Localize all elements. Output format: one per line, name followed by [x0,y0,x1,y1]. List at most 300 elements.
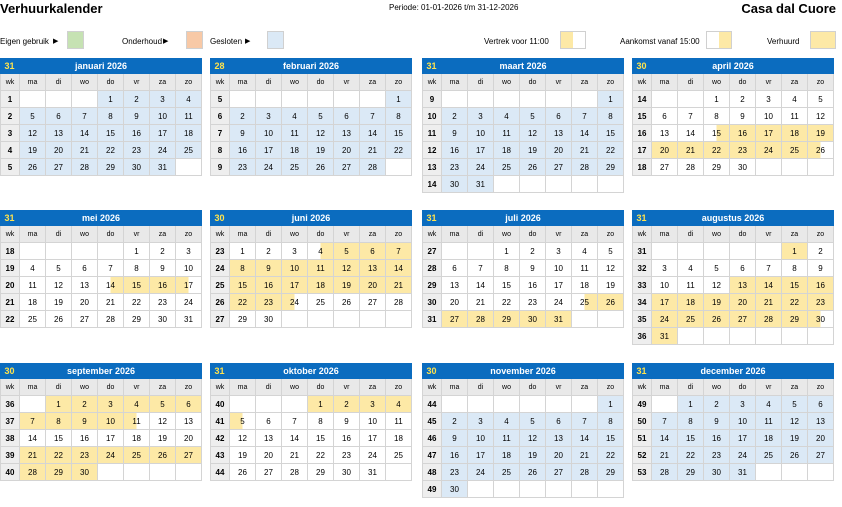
day-cell[interactable]: 10 [652,277,678,294]
day-cell[interactable]: 25 [494,464,520,481]
day-cell[interactable]: 8 [494,260,520,277]
day-cell[interactable]: 10 [150,108,176,125]
day-cell[interactable]: 5 [230,413,256,430]
day-cell[interactable]: 4 [308,243,334,260]
day-cell[interactable]: 23 [124,142,150,159]
day-cell[interactable]: 5 [704,260,730,277]
day-cell[interactable]: 22 [782,294,808,311]
day-cell[interactable]: 3 [468,413,494,430]
day-cell[interactable]: 13 [256,430,282,447]
day-cell[interactable]: 5 [150,396,176,413]
day-cell[interactable]: 19 [334,277,360,294]
day-cell[interactable]: 10 [282,260,308,277]
day-cell[interactable]: 4 [282,108,308,125]
day-cell[interactable]: 24 [546,294,572,311]
day-cell[interactable]: 23 [256,294,282,311]
day-cell[interactable]: 18 [678,294,704,311]
day-cell[interactable]: 17 [256,142,282,159]
day-cell[interactable]: 20 [808,430,834,447]
day-cell[interactable]: 28 [756,311,782,328]
day-cell[interactable]: 20 [442,294,468,311]
day-cell[interactable]: 16 [442,142,468,159]
day-cell[interactable]: 6 [72,260,98,277]
day-cell[interactable]: 11 [386,413,412,430]
day-cell[interactable]: 11 [176,108,202,125]
day-cell[interactable]: 14 [678,125,704,142]
day-cell[interactable]: 22 [230,294,256,311]
day-cell[interactable]: 5 [46,260,72,277]
day-cell[interactable]: 16 [730,125,756,142]
day-cell[interactable]: 3 [756,91,782,108]
day-cell[interactable]: 11 [756,413,782,430]
day-cell[interactable]: 9 [520,260,546,277]
day-cell[interactable]: 11 [124,413,150,430]
day-cell[interactable]: 29 [598,464,624,481]
day-cell[interactable]: 20 [334,142,360,159]
day-cell[interactable]: 8 [598,413,624,430]
day-cell[interactable]: 9 [124,108,150,125]
day-cell[interactable]: 6 [546,108,572,125]
day-cell[interactable]: 27 [730,311,756,328]
day-cell[interactable]: 10 [256,125,282,142]
day-cell[interactable]: 19 [704,294,730,311]
day-cell[interactable]: 1 [494,243,520,260]
day-cell[interactable]: 9 [230,125,256,142]
day-cell[interactable]: 18 [308,277,334,294]
day-cell[interactable]: 28 [678,159,704,176]
day-cell[interactable]: 25 [678,311,704,328]
day-cell[interactable]: 30 [334,464,360,481]
day-cell[interactable]: 27 [546,464,572,481]
day-cell[interactable]: 17 [468,447,494,464]
day-cell[interactable]: 1 [598,91,624,108]
day-cell[interactable]: 30 [124,159,150,176]
day-cell[interactable]: 1 [704,91,730,108]
day-cell[interactable]: 30 [150,311,176,328]
day-cell[interactable]: 4 [176,91,202,108]
day-cell[interactable]: 29 [230,311,256,328]
day-cell[interactable]: 18 [756,430,782,447]
day-cell[interactable]: 16 [72,430,98,447]
day-cell[interactable]: 21 [360,142,386,159]
day-cell[interactable]: 8 [386,108,412,125]
day-cell[interactable]: 20 [546,142,572,159]
day-cell[interactable]: 15 [598,430,624,447]
day-cell[interactable]: 26 [704,311,730,328]
day-cell[interactable]: 14 [20,430,46,447]
day-cell[interactable]: 7 [282,413,308,430]
day-cell[interactable]: 27 [808,447,834,464]
day-cell[interactable]: 13 [546,430,572,447]
day-cell[interactable]: 28 [72,159,98,176]
day-cell[interactable]: 17 [756,125,782,142]
day-cell[interactable]: 21 [652,447,678,464]
day-cell[interactable]: 27 [442,311,468,328]
day-cell[interactable]: 14 [72,125,98,142]
day-cell[interactable]: 4 [782,91,808,108]
day-cell[interactable]: 30 [72,464,98,481]
day-cell[interactable]: 16 [256,277,282,294]
day-cell[interactable]: 24 [468,464,494,481]
day-cell[interactable]: 22 [598,142,624,159]
day-cell[interactable]: 19 [520,447,546,464]
day-cell[interactable]: 27 [546,159,572,176]
day-cell[interactable]: 5 [520,413,546,430]
day-cell[interactable]: 3 [360,396,386,413]
day-cell[interactable]: 27 [334,159,360,176]
day-cell[interactable]: 6 [334,108,360,125]
day-cell[interactable]: 18 [572,277,598,294]
day-cell[interactable]: 30 [442,176,468,193]
day-cell[interactable]: 4 [20,260,46,277]
day-cell[interactable]: 22 [598,447,624,464]
day-cell[interactable]: 21 [72,142,98,159]
day-cell[interactable]: 14 [572,430,598,447]
day-cell[interactable]: 24 [360,447,386,464]
day-cell[interactable]: 17 [652,294,678,311]
day-cell[interactable]: 1 [230,243,256,260]
day-cell[interactable]: 31 [176,311,202,328]
day-cell[interactable]: 11 [494,430,520,447]
day-cell[interactable]: 14 [282,430,308,447]
day-cell[interactable]: 5 [808,91,834,108]
day-cell[interactable]: 18 [494,142,520,159]
day-cell[interactable]: 3 [282,243,308,260]
day-cell[interactable]: 5 [598,243,624,260]
day-cell[interactable]: 8 [308,413,334,430]
day-cell[interactable]: 29 [678,464,704,481]
day-cell[interactable]: 12 [308,125,334,142]
day-cell[interactable]: 17 [176,277,202,294]
day-cell[interactable]: 15 [386,125,412,142]
day-cell[interactable]: 25 [756,447,782,464]
day-cell[interactable]: 18 [20,294,46,311]
day-cell[interactable]: 17 [546,277,572,294]
day-cell[interactable]: 5 [334,243,360,260]
day-cell[interactable]: 11 [282,125,308,142]
day-cell[interactable]: 26 [20,159,46,176]
day-cell[interactable]: 3 [730,396,756,413]
day-cell[interactable]: 11 [572,260,598,277]
day-cell[interactable]: 2 [442,413,468,430]
day-cell[interactable]: 1 [46,396,72,413]
day-cell[interactable]: 6 [360,243,386,260]
day-cell[interactable]: 9 [334,413,360,430]
day-cell[interactable]: 26 [808,142,834,159]
day-cell[interactable]: 24 [256,159,282,176]
day-cell[interactable]: 7 [572,413,598,430]
day-cell[interactable]: 22 [46,447,72,464]
day-cell[interactable]: 13 [46,125,72,142]
day-cell[interactable]: 21 [678,142,704,159]
day-cell[interactable]: 23 [704,447,730,464]
day-cell[interactable]: 26 [46,311,72,328]
day-cell[interactable]: 19 [150,430,176,447]
day-cell[interactable]: 15 [230,277,256,294]
day-cell[interactable]: 6 [730,260,756,277]
day-cell[interactable]: 14 [652,430,678,447]
day-cell[interactable]: 21 [756,294,782,311]
day-cell[interactable]: 6 [652,108,678,125]
day-cell[interactable]: 6 [176,396,202,413]
day-cell[interactable]: 15 [782,277,808,294]
day-cell[interactable]: 18 [176,125,202,142]
day-cell[interactable]: 1 [98,91,124,108]
day-cell[interactable]: 12 [150,413,176,430]
day-cell[interactable]: 25 [176,142,202,159]
day-cell[interactable]: 17 [282,277,308,294]
day-cell[interactable]: 14 [386,260,412,277]
day-cell[interactable]: 3 [546,243,572,260]
day-cell[interactable]: 26 [308,159,334,176]
day-cell[interactable]: 26 [782,447,808,464]
day-cell[interactable]: 4 [678,260,704,277]
day-cell[interactable]: 26 [150,447,176,464]
day-cell[interactable]: 22 [386,142,412,159]
day-cell[interactable]: 12 [704,277,730,294]
day-cell[interactable]: 23 [520,294,546,311]
day-cell[interactable]: 27 [360,294,386,311]
day-cell[interactable]: 16 [520,277,546,294]
day-cell[interactable]: 20 [176,430,202,447]
day-cell[interactable]: 26 [230,464,256,481]
day-cell[interactable]: 24 [150,142,176,159]
day-cell[interactable]: 11 [782,108,808,125]
day-cell[interactable]: 30 [704,464,730,481]
day-cell[interactable]: 1 [598,396,624,413]
day-cell[interactable]: 22 [494,294,520,311]
day-cell[interactable]: 31 [468,176,494,193]
day-cell[interactable]: 23 [808,294,834,311]
day-cell[interactable]: 21 [468,294,494,311]
day-cell[interactable]: 22 [124,294,150,311]
day-cell[interactable]: 29 [308,464,334,481]
day-cell[interactable]: 9 [150,260,176,277]
day-cell[interactable]: 17 [98,430,124,447]
day-cell[interactable]: 27 [652,159,678,176]
day-cell[interactable]: 14 [572,125,598,142]
day-cell[interactable]: 19 [20,142,46,159]
day-cell[interactable]: 7 [20,413,46,430]
day-cell[interactable]: 11 [20,277,46,294]
day-cell[interactable]: 12 [808,108,834,125]
day-cell[interactable]: 17 [360,430,386,447]
day-cell[interactable]: 16 [124,125,150,142]
day-cell[interactable]: 21 [572,142,598,159]
day-cell[interactable]: 7 [72,108,98,125]
day-cell[interactable]: 24 [282,294,308,311]
day-cell[interactable]: 5 [20,108,46,125]
day-cell[interactable]: 14 [98,277,124,294]
day-cell[interactable]: 12 [782,413,808,430]
day-cell[interactable]: 29 [46,464,72,481]
day-cell[interactable]: 13 [334,125,360,142]
day-cell[interactable]: 28 [468,311,494,328]
day-cell[interactable]: 12 [520,125,546,142]
day-cell[interactable]: 7 [468,260,494,277]
day-cell[interactable]: 28 [282,464,308,481]
day-cell[interactable]: 26 [520,159,546,176]
day-cell[interactable]: 19 [808,125,834,142]
day-cell[interactable]: 15 [678,430,704,447]
day-cell[interactable]: 30 [730,159,756,176]
day-cell[interactable]: 20 [46,142,72,159]
day-cell[interactable]: 2 [442,108,468,125]
day-cell[interactable]: 10 [756,108,782,125]
day-cell[interactable]: 2 [730,91,756,108]
day-cell[interactable]: 16 [442,447,468,464]
day-cell[interactable]: 8 [782,260,808,277]
day-cell[interactable]: 10 [468,125,494,142]
day-cell[interactable]: 20 [72,294,98,311]
day-cell[interactable]: 11 [494,125,520,142]
day-cell[interactable]: 28 [386,294,412,311]
day-cell[interactable]: 28 [652,464,678,481]
day-cell[interactable]: 6 [442,260,468,277]
day-cell[interactable]: 25 [124,447,150,464]
day-cell[interactable]: 30 [808,311,834,328]
day-cell[interactable]: 17 [150,125,176,142]
day-cell[interactable]: 13 [176,413,202,430]
day-cell[interactable]: 2 [256,243,282,260]
day-cell[interactable]: 8 [46,413,72,430]
day-cell[interactable]: 28 [572,159,598,176]
day-cell[interactable]: 20 [652,142,678,159]
day-cell[interactable]: 25 [494,159,520,176]
day-cell[interactable]: 11 [308,260,334,277]
day-cell[interactable]: 1 [678,396,704,413]
day-cell[interactable]: 19 [782,430,808,447]
day-cell[interactable]: 2 [150,243,176,260]
day-cell[interactable]: 25 [782,142,808,159]
day-cell[interactable]: 28 [98,311,124,328]
day-cell[interactable]: 25 [308,294,334,311]
day-cell[interactable]: 27 [176,447,202,464]
day-cell[interactable]: 21 [20,447,46,464]
day-cell[interactable]: 4 [756,396,782,413]
day-cell[interactable]: 21 [572,447,598,464]
day-cell[interactable]: 2 [808,243,834,260]
day-cell[interactable]: 7 [386,243,412,260]
day-cell[interactable]: 14 [468,277,494,294]
day-cell[interactable]: 18 [782,125,808,142]
day-cell[interactable]: 15 [46,430,72,447]
day-cell[interactable]: 21 [98,294,124,311]
day-cell[interactable]: 3 [150,91,176,108]
day-cell[interactable]: 23 [730,142,756,159]
day-cell[interactable]: 10 [546,260,572,277]
day-cell[interactable]: 19 [520,142,546,159]
day-cell[interactable]: 19 [230,447,256,464]
day-cell[interactable]: 2 [230,108,256,125]
day-cell[interactable]: 22 [678,447,704,464]
day-cell[interactable]: 24 [176,294,202,311]
day-cell[interactable]: 1 [308,396,334,413]
day-cell[interactable]: 30 [256,311,282,328]
day-cell[interactable]: 28 [20,464,46,481]
day-cell[interactable]: 30 [520,311,546,328]
day-cell[interactable]: 8 [124,260,150,277]
day-cell[interactable]: 22 [308,447,334,464]
day-cell[interactable]: 18 [124,430,150,447]
day-cell[interactable]: 29 [124,311,150,328]
day-cell[interactable]: 13 [808,413,834,430]
day-cell[interactable]: 18 [282,142,308,159]
day-cell[interactable]: 5 [782,396,808,413]
day-cell[interactable]: 8 [230,260,256,277]
day-cell[interactable]: 8 [678,413,704,430]
day-cell[interactable]: 7 [360,108,386,125]
day-cell[interactable]: 8 [98,108,124,125]
day-cell[interactable]: 20 [730,294,756,311]
day-cell[interactable]: 9 [442,430,468,447]
day-cell[interactable]: 2 [334,396,360,413]
day-cell[interactable]: 28 [360,159,386,176]
day-cell[interactable]: 8 [704,108,730,125]
day-cell[interactable]: 16 [808,277,834,294]
day-cell[interactable]: 3 [468,108,494,125]
day-cell[interactable]: 4 [124,396,150,413]
day-cell[interactable]: 16 [334,430,360,447]
day-cell[interactable]: 13 [546,125,572,142]
day-cell[interactable]: 16 [150,277,176,294]
day-cell[interactable]: 29 [494,311,520,328]
day-cell[interactable]: 16 [704,430,730,447]
day-cell[interactable]: 12 [20,125,46,142]
day-cell[interactable]: 10 [176,260,202,277]
day-cell[interactable]: 31 [652,328,678,345]
day-cell[interactable]: 23 [72,447,98,464]
day-cell[interactable]: 15 [98,125,124,142]
day-cell[interactable]: 9 [730,108,756,125]
day-cell[interactable]: 17 [730,430,756,447]
day-cell[interactable]: 6 [808,396,834,413]
day-cell[interactable]: 23 [442,159,468,176]
day-cell[interactable]: 9 [704,413,730,430]
day-cell[interactable]: 26 [520,464,546,481]
day-cell[interactable]: 15 [308,430,334,447]
day-cell[interactable]: 10 [730,413,756,430]
day-cell[interactable]: 30 [442,481,468,498]
day-cell[interactable]: 2 [124,91,150,108]
day-cell[interactable]: 12 [520,430,546,447]
day-cell[interactable]: 31 [360,464,386,481]
day-cell[interactable]: 12 [46,277,72,294]
day-cell[interactable]: 20 [546,447,572,464]
day-cell[interactable]: 23 [230,159,256,176]
day-cell[interactable]: 12 [598,260,624,277]
day-cell[interactable]: 21 [386,277,412,294]
day-cell[interactable]: 12 [334,260,360,277]
day-cell[interactable]: 14 [756,277,782,294]
day-cell[interactable]: 27 [256,464,282,481]
day-cell[interactable]: 17 [468,142,494,159]
day-cell[interactable]: 10 [468,430,494,447]
day-cell[interactable]: 9 [442,125,468,142]
day-cell[interactable]: 11 [678,277,704,294]
day-cell[interactable]: 13 [652,125,678,142]
day-cell[interactable]: 27 [46,159,72,176]
day-cell[interactable]: 1 [782,243,808,260]
day-cell[interactable]: 13 [442,277,468,294]
day-cell[interactable]: 10 [360,413,386,430]
day-cell[interactable]: 5 [308,108,334,125]
day-cell[interactable]: 15 [124,277,150,294]
day-cell[interactable]: 10 [98,413,124,430]
day-cell[interactable]: 13 [360,260,386,277]
day-cell[interactable]: 13 [72,277,98,294]
day-cell[interactable]: 3 [256,108,282,125]
